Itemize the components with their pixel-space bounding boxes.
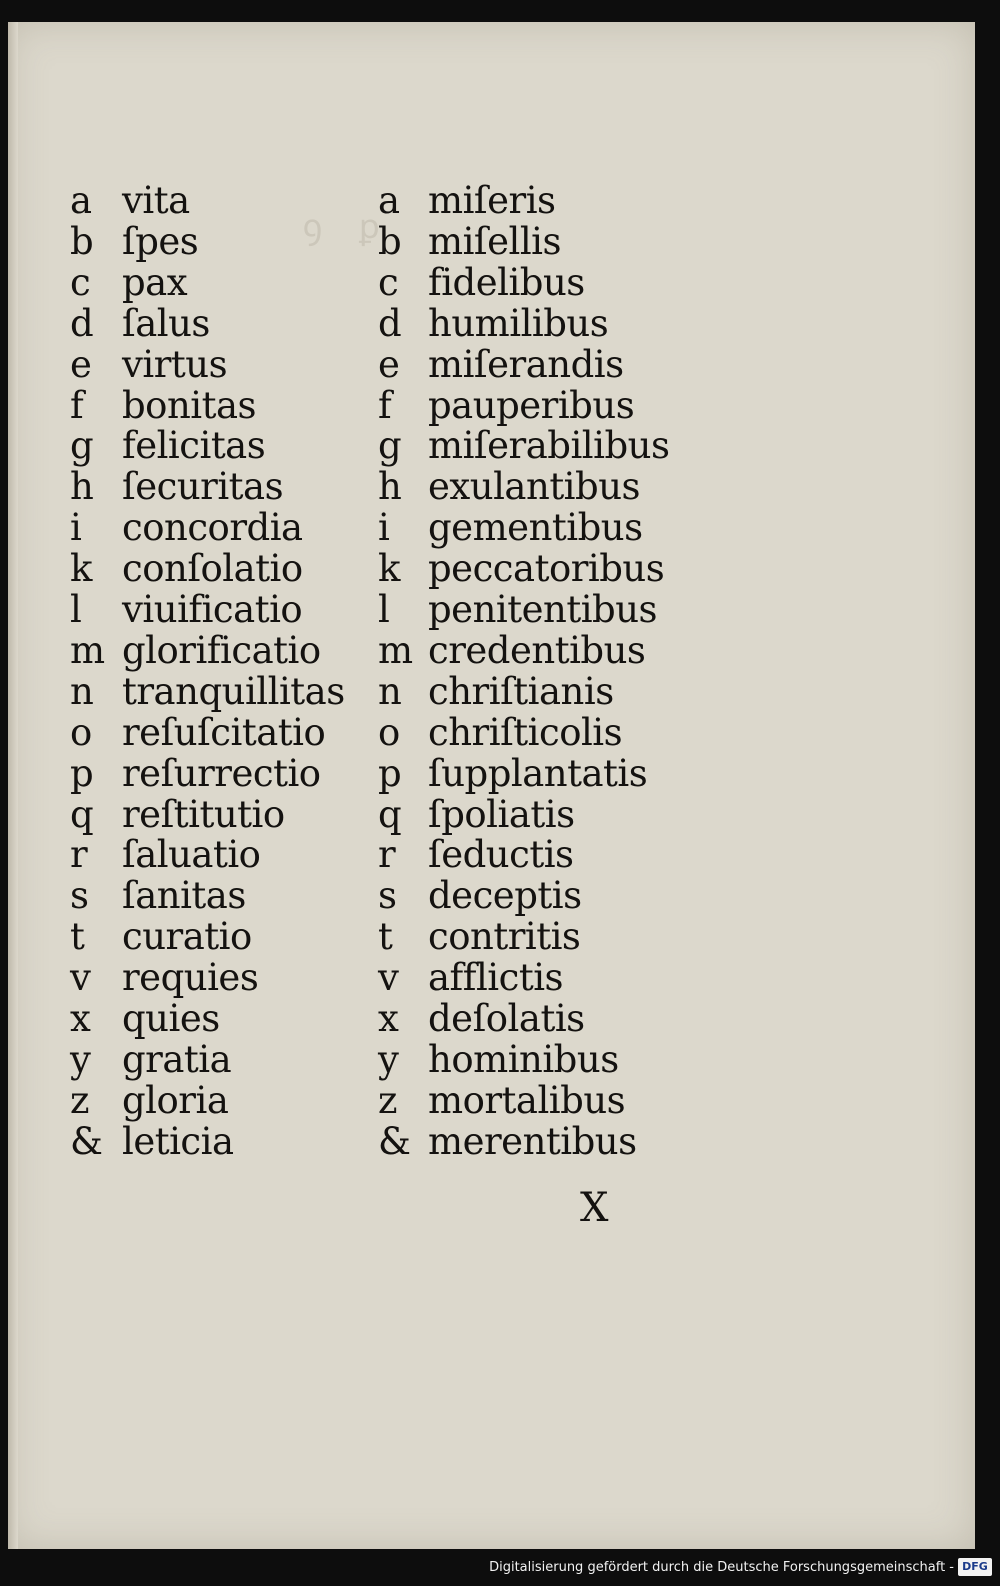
index-letter: m: [70, 628, 105, 672]
latin-word: peccatoribus: [428, 547, 665, 591]
index-letter: q: [378, 792, 402, 836]
latin-word: chriſticolis: [428, 710, 623, 754]
index-letter: t: [70, 915, 85, 959]
index-letter: y: [70, 1037, 91, 1081]
latin-word: reſuſcitatio: [122, 710, 326, 754]
index-letter: o: [378, 710, 400, 754]
index-letter: b: [378, 219, 402, 263]
latin-word: gementibus: [428, 506, 643, 550]
latin-word: merentibus: [428, 1119, 637, 1163]
index-letter: v: [378, 956, 399, 1000]
index-letter: h: [378, 465, 402, 509]
index-letter: b: [70, 219, 94, 263]
latin-word: ſaluatio: [122, 833, 261, 877]
latin-word: concordia: [122, 506, 303, 550]
latin-word: ſpes: [122, 219, 199, 263]
book-page: [8, 22, 975, 1549]
latin-word: leticia: [122, 1119, 234, 1163]
index-letter: a: [378, 179, 400, 222]
index-letter: i: [378, 506, 390, 550]
index-letter: g: [70, 424, 94, 468]
index-letter: s: [70, 874, 89, 918]
index-letter: r: [378, 833, 396, 877]
index-letter: f: [70, 383, 84, 427]
index-letter: z: [378, 1078, 397, 1122]
index-letter: h: [70, 465, 94, 509]
index-letter: a: [70, 179, 92, 222]
latin-word: deſolatis: [428, 997, 585, 1040]
index-letter: q: [70, 792, 94, 836]
latin-word: hominibus: [428, 1037, 619, 1081]
index-letter: l: [70, 588, 82, 631]
latin-word: bonitas: [122, 383, 257, 427]
latin-word: ſeductis: [428, 833, 574, 877]
index-letter: c: [70, 260, 91, 304]
index-letter: o: [70, 710, 92, 754]
index-letter: l: [378, 588, 390, 631]
latin-word: credentibus: [428, 628, 646, 672]
latin-word: virtus: [122, 342, 228, 386]
latin-word: ſupplantatis: [428, 751, 648, 795]
index-letter: t: [378, 915, 393, 959]
latin-word: miſellis: [428, 219, 561, 263]
latin-word: chriſtianis: [428, 669, 614, 713]
latin-word: contritis: [428, 915, 581, 959]
latin-word: ſpoliatis: [428, 792, 575, 836]
latin-word: felicitas: [122, 424, 266, 468]
index-letter: s: [378, 874, 397, 918]
index-letter: e: [70, 342, 92, 386]
dfg-logo: DFG: [958, 1558, 992, 1576]
latin-word: mortalibus: [428, 1078, 626, 1122]
latin-word: pax: [122, 260, 188, 304]
latin-word: deceptis: [428, 874, 582, 918]
latin-word: viuificatio: [122, 588, 303, 631]
latin-word: curatio: [122, 915, 252, 959]
latin-word: humilibus: [428, 301, 609, 345]
latin-word: pauperibus: [428, 383, 635, 427]
index-letter: r: [70, 833, 88, 877]
latin-word: reſurrectio: [122, 751, 321, 795]
show-through-text: ꝯ ꝑ: [208, 207, 381, 247]
latin-word: conſolatio: [122, 547, 303, 591]
latin-word: miſeris: [428, 179, 556, 222]
index-letter: &: [70, 1119, 103, 1163]
latin-word: vita: [122, 179, 190, 222]
index-letter: c: [378, 260, 399, 304]
latin-word: gratia: [122, 1037, 232, 1081]
index-letter: n: [70, 669, 94, 713]
latin-word: gloria: [122, 1078, 229, 1122]
index-letter: x: [378, 997, 399, 1040]
footer-credit: Digitalisierung gefördert durch die Deutsche Forschungsgemeinschaft -: [489, 1560, 954, 1575]
index-letter: g: [378, 424, 402, 468]
index-letter: x: [70, 997, 91, 1040]
index-letter: m: [378, 628, 413, 672]
index-letter: p: [70, 751, 94, 795]
index-letter: z: [70, 1078, 89, 1122]
index-letter: d: [70, 301, 94, 345]
latin-word: penitentibus: [428, 588, 658, 631]
index-letter: e: [378, 342, 400, 386]
index-letter: k: [378, 547, 400, 591]
index-letter: &: [378, 1119, 411, 1163]
latin-word: ſanitas: [122, 874, 246, 918]
latin-word: fidelibus: [428, 260, 585, 304]
index-letter: f: [378, 383, 392, 427]
latin-word: glorificatio: [122, 628, 321, 672]
latin-word: ſecuritas: [122, 465, 284, 509]
page-edge: [8, 22, 18, 1549]
latin-word: requies: [122, 956, 259, 1000]
index-letter: d: [378, 301, 402, 345]
latin-word: miſerandis: [428, 342, 624, 386]
latin-word: tranquillitas: [122, 669, 345, 713]
index-letter: n: [378, 669, 402, 713]
latin-word: reſtitutio: [122, 792, 285, 836]
footer-bar: [0, 1552, 1000, 1586]
latin-word: quies: [122, 997, 220, 1040]
index-letter: p: [378, 751, 402, 795]
signature-mark: X: [580, 1185, 609, 1231]
index-letter: v: [70, 956, 91, 1000]
latin-word: afflictis: [428, 956, 564, 1000]
latin-word: exulantibus: [428, 465, 641, 509]
latin-word: miſerabilibus: [428, 424, 670, 468]
latin-word: ſalus: [122, 301, 210, 345]
index-letter: k: [70, 547, 92, 591]
index-letter: i: [70, 506, 82, 550]
index-letter: y: [378, 1037, 399, 1081]
